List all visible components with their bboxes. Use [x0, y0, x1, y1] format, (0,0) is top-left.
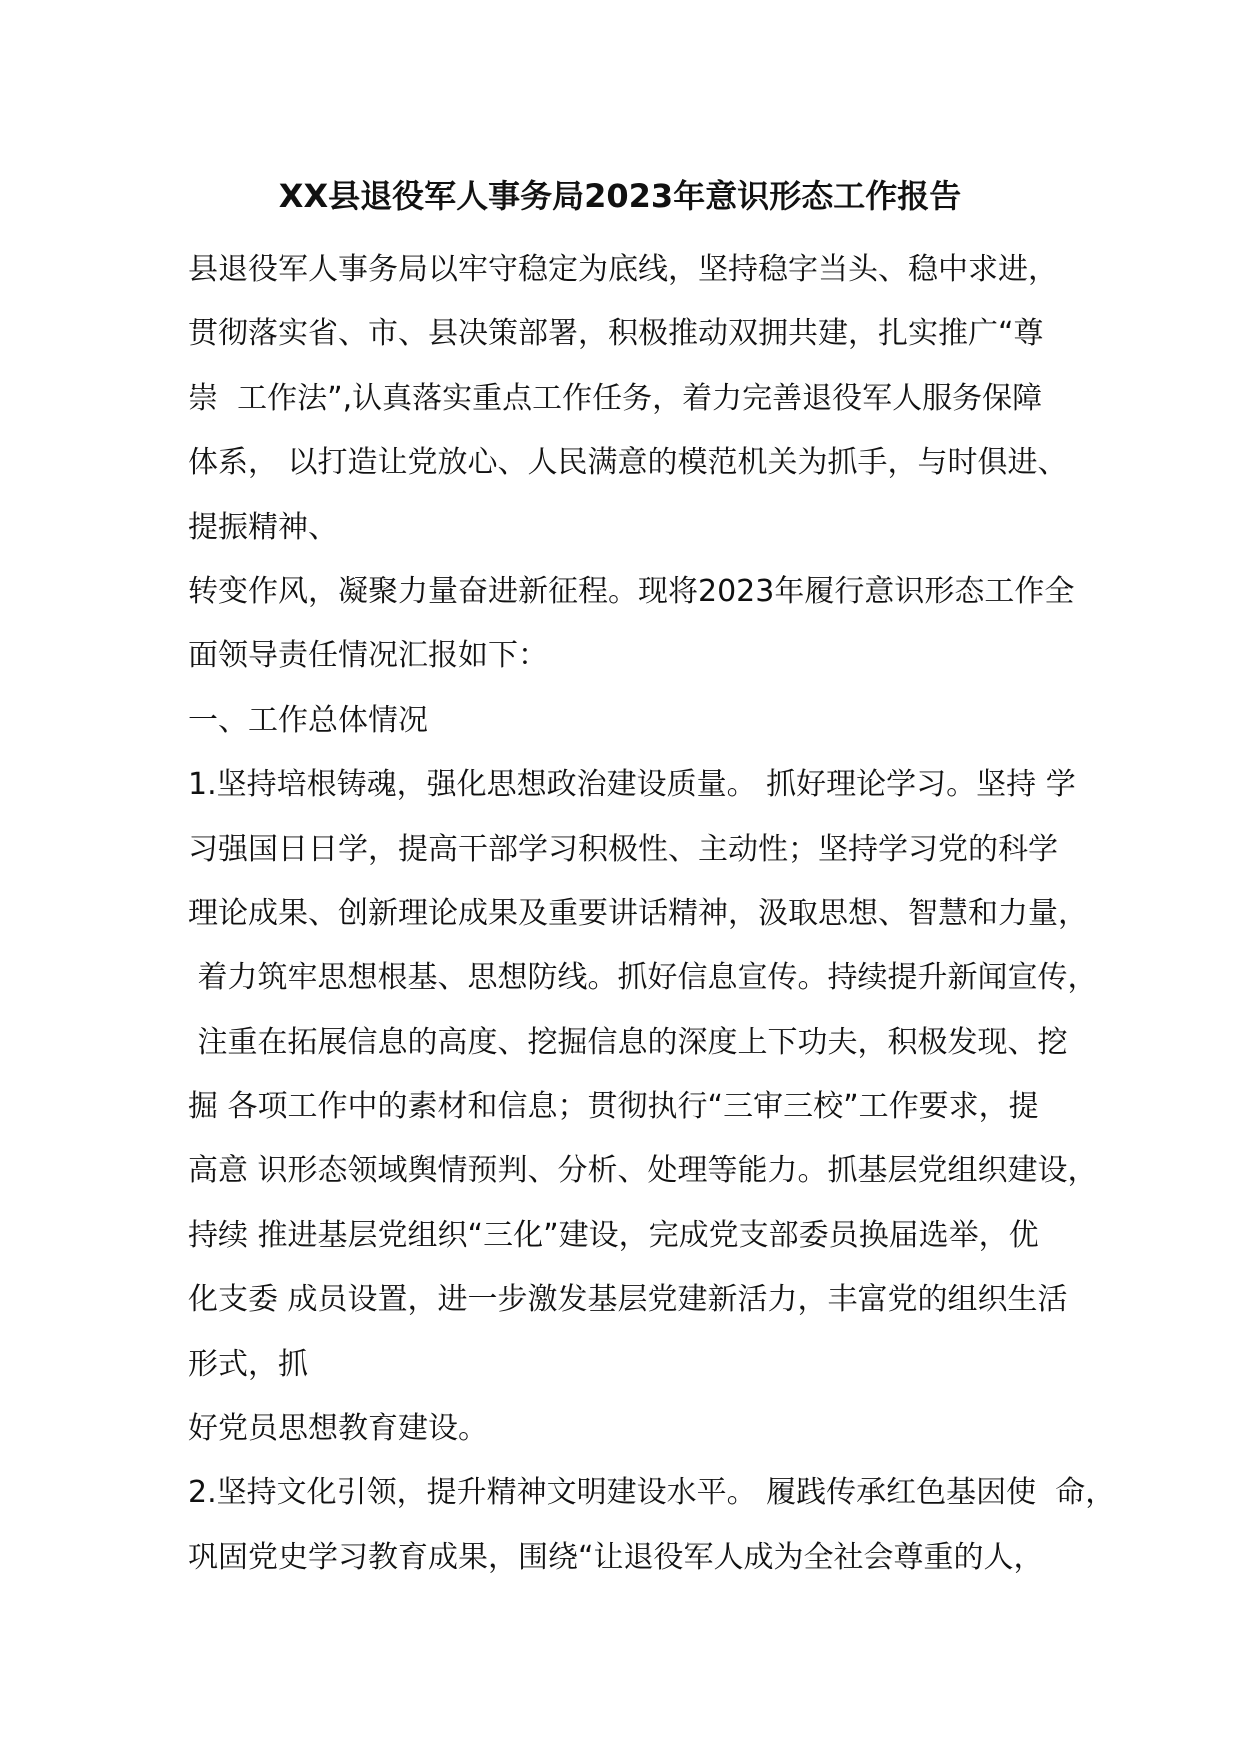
body-line-13: 注重在拓展信息的高度、挖掘信息的深度上下功夫，积极发现、挖 [188, 1024, 1068, 1060]
body-line-9: 1.坚持培根铸魂，强化思想政治建设质量。 抓好理论学习。坚持 学 [188, 767, 1076, 803]
body-line-14: 掘 各项工作中的素材和信息；贯彻执行“三审三校”工作要求，提 [188, 1089, 1039, 1125]
document-title: XX县退役军人事务局2023年意识形态工作报告 [278, 177, 962, 215]
body-line-12: 着力筑牢思想根基、思想防线。抓好信息宣传。持续提升新闻宣传， [188, 960, 1098, 996]
body-line-20: 2.坚持文化引领，提升精神文明建设水平。 履践传承红色基因使 命， [188, 1475, 1116, 1511]
body-line-17: 化支委 成员设置，进一步激发基层党建新活力，丰富党的组织生活 [188, 1282, 1068, 1318]
body-line-2: 贯彻落实省、市、县决策部署，积极推动双拥共建，扎实推广“尊 [188, 316, 1044, 352]
body-line-6: 转变作风，凝聚力量奋进新征程。现将2023年履行意识形态工作全 [188, 573, 1075, 609]
body-line-4: 体系， 以打造让党放心、人民满意的模范机关为抓手，与时俱进、 [188, 445, 1068, 481]
body-line-19: 好党员思想教育建设。 [188, 1411, 488, 1447]
body-line-18: 形式，抓 [188, 1346, 308, 1382]
body-line-1: 县退役军人事务局以牢守稳定为底线，坚持稳字当头、稳中求进， [188, 252, 1058, 287]
document-body [188, 238, 1116, 1590]
body-line-15: 高意 识形态领域舆情预判、分析、处理等能力。抓基层党组织建设， [188, 1153, 1098, 1189]
body-line-21: 巩固党史学习教育成果，围绕“让退役军人成为全社会尊重的人， [188, 1539, 1044, 1575]
body-line-7: 面领导责任情况汇报如下： [188, 638, 548, 674]
body-line-11: 理论成果、创新理论成果及重要讲话精神，汲取思想、智慧和力量， [188, 895, 1088, 931]
body-line-5: 提振精神、 [188, 509, 338, 545]
section-heading-1: 一、工作总体情况 [188, 702, 428, 738]
body-line-10: 习强国日日学，提高干部学习积极性、主动性；坚持学习党的科学 [188, 831, 1058, 867]
body-line-3: 崇 工作法”,认真落实重点工作任务，着力完善退役军人服务保障 [188, 380, 1043, 416]
body-line-16: 持续 推进基层党组织“三化”建设，完成党支部委员换届选举，优 [188, 1217, 1039, 1253]
